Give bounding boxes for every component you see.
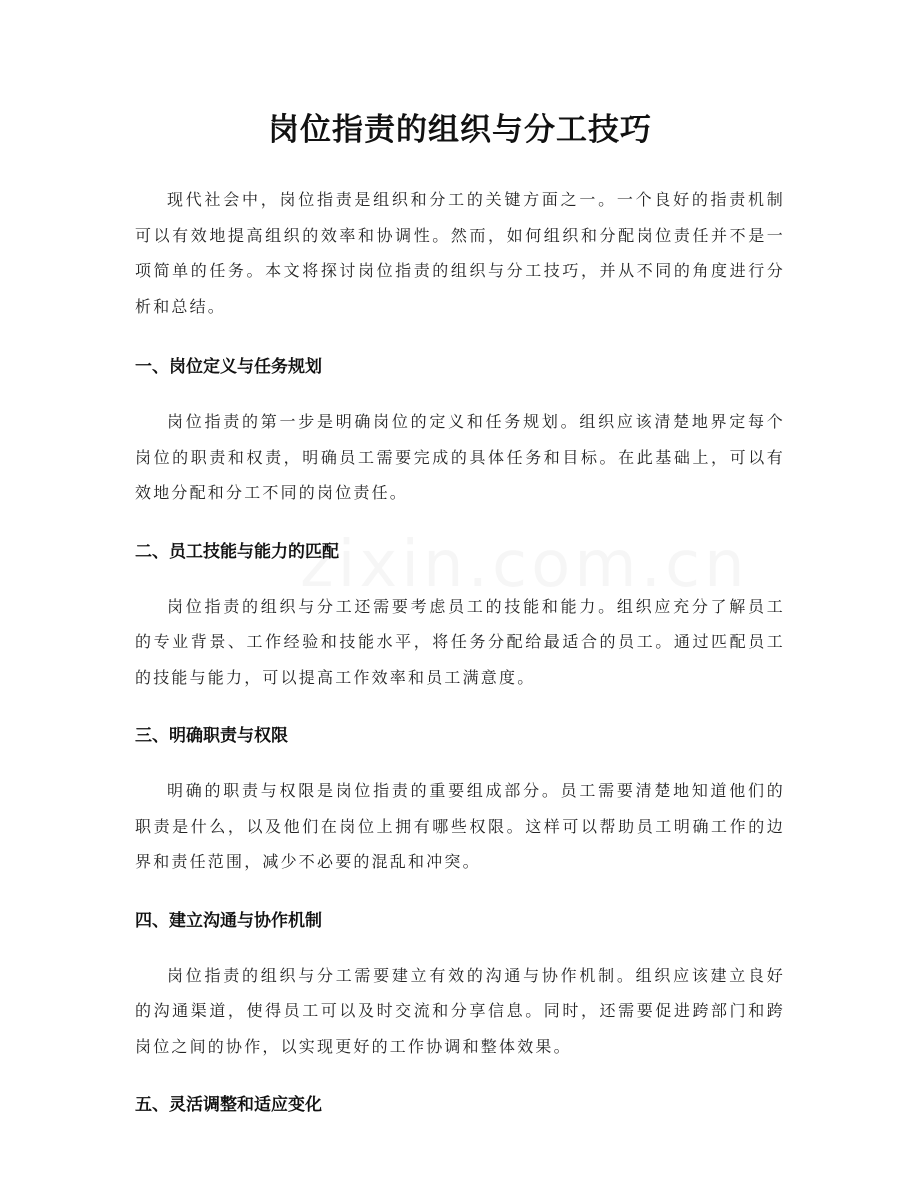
section-heading-3: 三、明确职责与权限 <box>135 726 288 746</box>
section-paragraph-2: 岗位指责的组织与分工还需要考虑员工的技能和能力。组织应充分了解员工的专业背景、工作经验和技能水平，将任务分配给最适合的员工。通过匹配员工的技能与能力，可以提高工作效率和员工满意度。 <box>135 596 785 687</box>
document-body <box>135 182 785 1142</box>
intro-paragraph: 现代社会中，岗位指责是组织和分工的关键方面之一。一个良好的指责机制可以有效地提高组织的效率和协调性。然而，如何组织和分配岗位责任并不是一项简单的任务。本文将探讨岗位指责的组织与分工技巧，并从不同的角度进行分析和总结。 <box>135 190 785 316</box>
section-heading-5: 五、灵活调整和适应变化 <box>135 1095 322 1115</box>
section-paragraph-1: 岗位指责的第一步是明确岗位的定义和任务规划。组织应该清楚地界定每个岗位的职责和权责，明确员工需要完成的具体任务和目标。在此基础上，可以有效地分配和分工不同的岗位责任。 <box>135 412 785 502</box>
section-paragraph-3: 明确的职责与权限是岗位指责的重要组成部分。员工需要清楚地知道他们的职责是什么，以及他们在岗位上拥有哪些权限。这样可以帮助员工明确工作的边界和责任范围，减少不必要的混乱和冲突。 <box>135 781 785 871</box>
section-heading-2: 二、员工技能与能力的匹配 <box>135 541 339 562</box>
section-heading-1: 一、岗位定义与任务规划 <box>135 357 322 377</box>
section-paragraph-4: 岗位指责的组织与分工需要建立有效的沟通与协作机制。组织应该建立良好的沟通渠道，使得员工可以及时交流和分享信息。同时，还需要促进跨部门和跨岗位之间的协作，以实现更好的工作协调和整体效果。 <box>135 965 785 1056</box>
section-heading-4: 四、建立沟通与协作机制 <box>135 910 322 931</box>
page-title: 岗位指责的组织与分工技巧 <box>268 112 652 148</box>
